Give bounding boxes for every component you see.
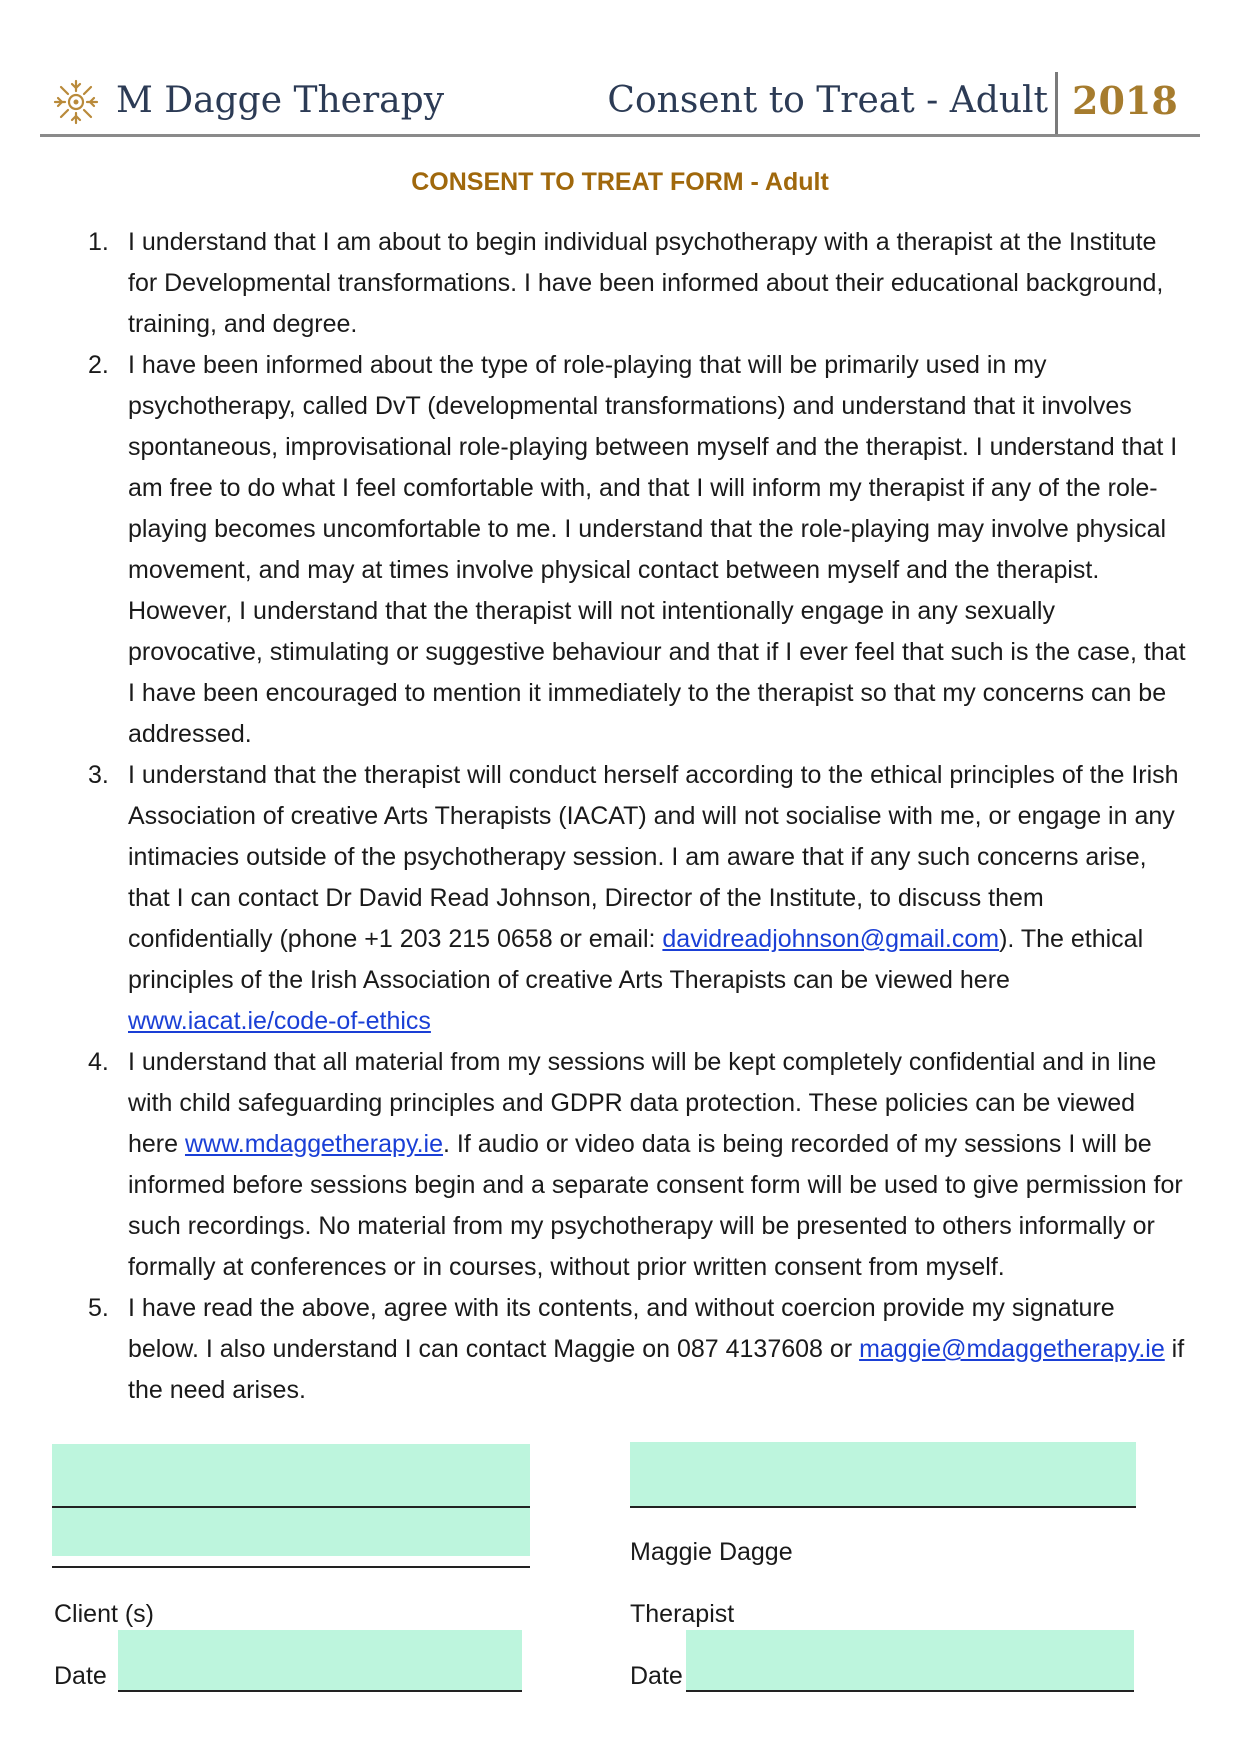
therapist-signature-line	[630, 1506, 1136, 1508]
email-link-david[interactable]: davidreadjohnson@gmail.com	[662, 925, 1000, 953]
client-date-field[interactable]	[118, 1630, 522, 1690]
form-heading: CONSENT TO TREAT FORM - Adult	[411, 168, 829, 196]
clause-number: 5.	[88, 1294, 109, 1322]
snowflake-sun-icon	[52, 78, 100, 126]
document-year: 2018	[1072, 78, 1178, 123]
clause-4	[80, 1042, 1192, 1288]
therapist-date-field[interactable]	[686, 1630, 1134, 1690]
clause-text: . If audio or video data is being recorded of my sessions I will be informed before sessions begin and a separate consent form will be used to give permission for such recordings. No material from my psychotherapy will be presented to others informally or formally at conferences or in courses, without prior written consent from myself.	[128, 1130, 1183, 1281]
therapist-date-label: Date	[630, 1662, 683, 1690]
clause-text: I understand that all material from my sessions will be kept completely confidential and in line with child safeguarding principles and GDPR data protection. These policies can be viewed here	[128, 1048, 1157, 1158]
consent-clauses	[80, 222, 1192, 1411]
brand-name: M Dagge Therapy	[116, 80, 445, 121]
website-link[interactable]: www.mdaggetherapy.ie	[184, 1130, 443, 1158]
client-label: Client (s)	[54, 1600, 155, 1628]
clause-number: 4.	[88, 1048, 109, 1076]
header-divider	[1055, 72, 1058, 134]
clause-number: 2.	[88, 351, 109, 379]
client-signature-field[interactable]	[52, 1444, 530, 1556]
clause-5	[80, 1288, 1192, 1411]
therapist-name: Maggie Dagge	[630, 1538, 793, 1566]
clause-1	[80, 222, 1192, 345]
therapist-label: Therapist	[630, 1600, 735, 1628]
clause-2	[80, 345, 1192, 755]
clause-number: 3.	[88, 761, 109, 789]
clause-text: if the need arises.	[128, 1335, 1185, 1404]
email-link-maggie[interactable]: maggie@mdaggetherapy.ie	[859, 1335, 1165, 1363]
clause-text: I have been informed about the type of role-playing that will be primarily used in my psychotherapy, called DvT (developmental transformations) and understand that it involves spontaneous, improvisational role-playing between myself and the therapist. I understand that I am free to do what I feel comfortable with, and that I will inform my therapist if any of the role-playing becomes uncomfortable to me. I understand that the role-playing may involve physical movement, and may at times involve physical contact between myself and the therapist. However, I understand that the therapist will not intentionally engage in any sexually provocative, stimulating or suggestive behaviour and that if I ever feel that such is the case, that I have been encouraged to mention it immediately to the therapist so that my concerns can be addressed.	[128, 351, 1186, 748]
client-date-line	[118, 1690, 522, 1692]
therapist-signature-field[interactable]	[630, 1442, 1136, 1508]
page-header	[40, 72, 1200, 134]
clause-text: I understand that I am about to begin individual psychotherapy with a therapist at the Institute for Developmental transformations. I have been informed about their educational background, training, and degree.	[128, 228, 1164, 338]
clause-text: I have read the above, agree with its contents, and without coercion provide my signature below. I also understand I can contact Maggie on 087 4137608 or	[128, 1294, 1115, 1363]
client-signature-line-1	[52, 1506, 530, 1508]
clause-number: 1.	[88, 228, 109, 256]
document-title: Consent to Treat - Adult	[607, 80, 1048, 121]
header-rule	[40, 134, 1200, 137]
therapist-date-line	[686, 1690, 1134, 1692]
client-signature-line-2	[52, 1566, 530, 1568]
clause-text: ). The ethical principles of the Irish Association of creative Arts Therapists can be viewed here	[128, 925, 1144, 994]
clause-text: I understand that the therapist will conduct herself according to the ethical principles of the Irish Association of creative Arts Therapists (IACAT) and will not socialise with me, or engage in any intimacies outside of the psychotherapy session. I am aware that if any such concerns arise, that I can contact Dr David Read Johnson, Director of the Institute, to discuss them confidentially (phone +1 203 215 0658 or email:	[128, 761, 1179, 953]
clause-3	[80, 755, 1192, 1042]
client-date-label: Date	[54, 1662, 107, 1690]
iacat-ethics-link[interactable]: www.iacat.ie/code-of-ethics	[128, 1007, 431, 1035]
